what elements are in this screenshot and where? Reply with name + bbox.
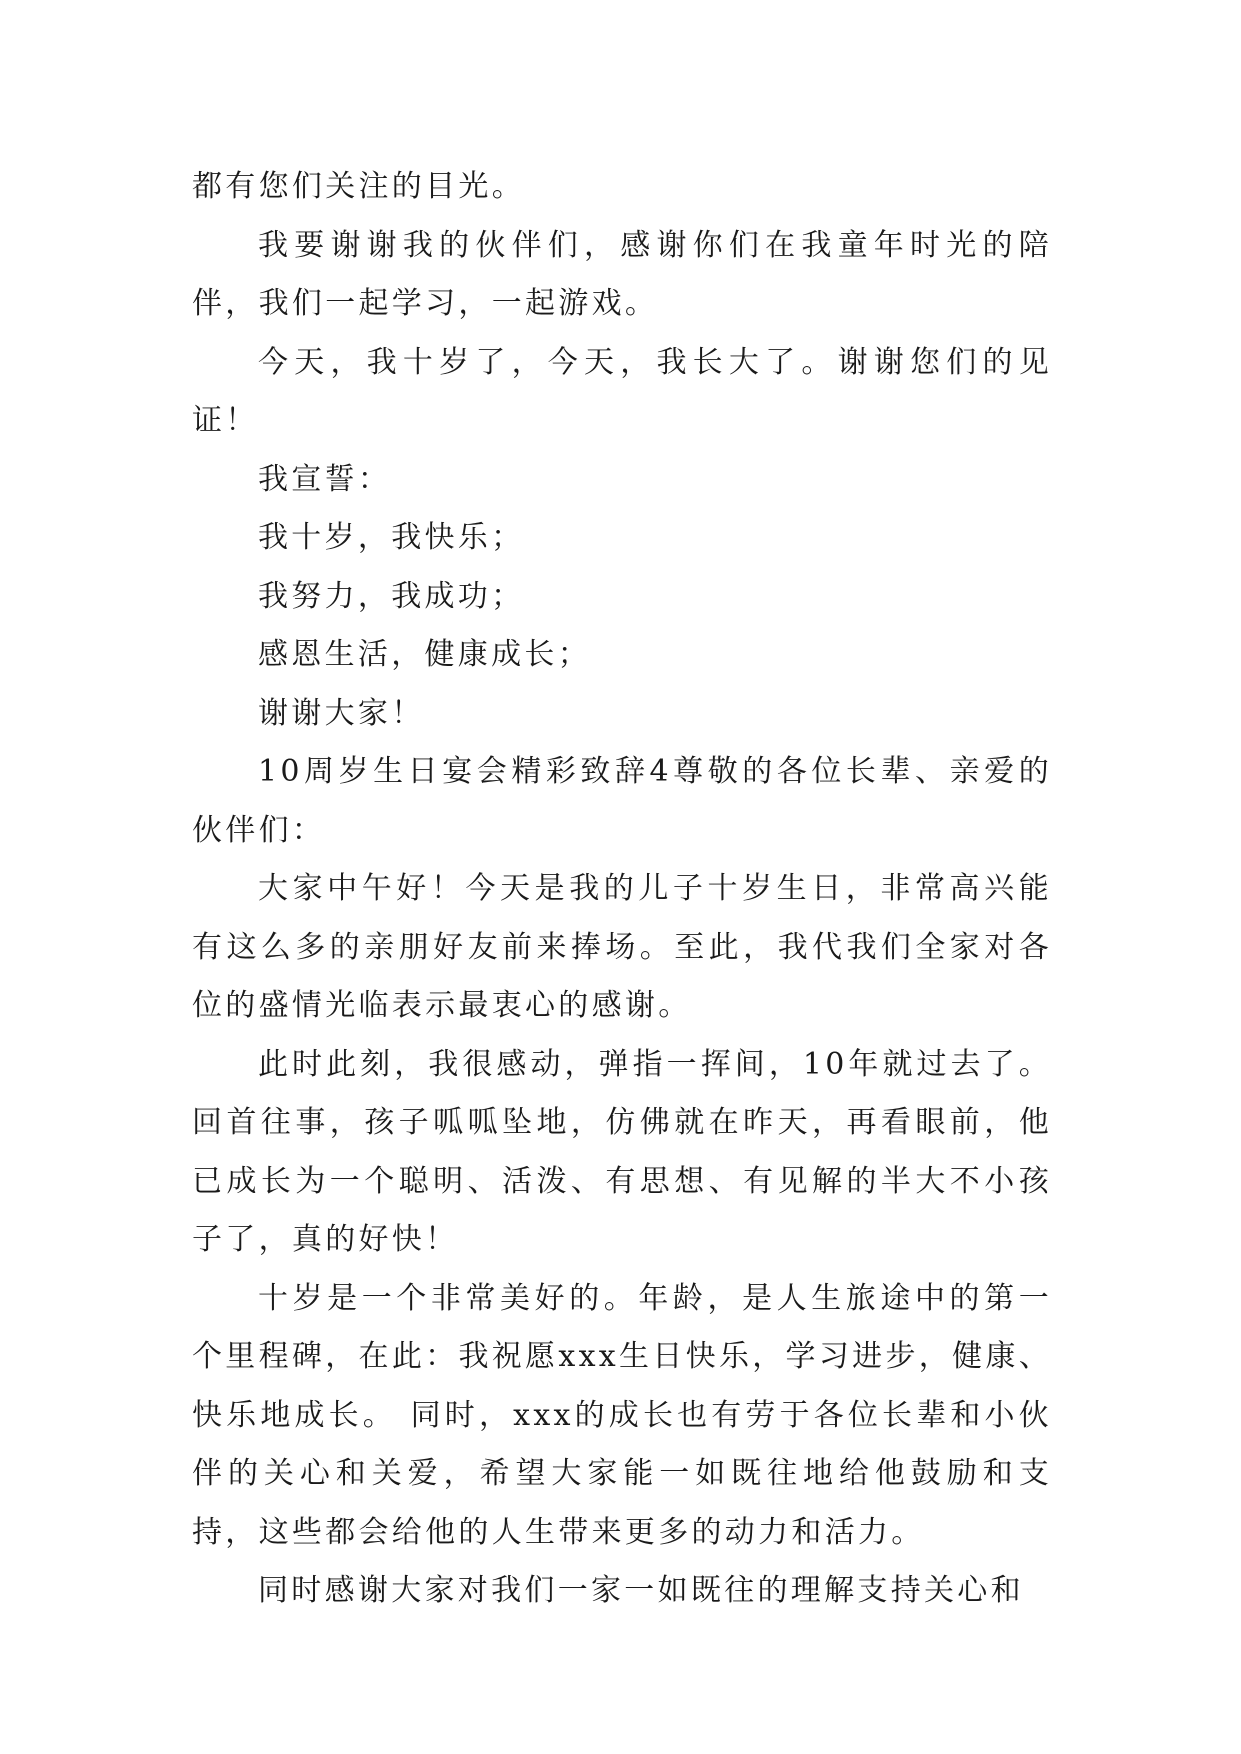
paragraph: 此时此刻，我很感动，弹指一挥间，10年就过去了。回首往事，孩子呱呱坠地，仿佛就在昨天，再看眼前，他已成长为一个聪明、活泼、有思想、有见解的半大不小孩子了，真的好快！ <box>192 1046 1052 1257</box>
paragraph: 都有您们关注的目光。 <box>192 169 525 204</box>
paragraph: 今天，我十岁了，今天，我长大了。谢谢您们的见证！ <box>192 344 1052 438</box>
document-body <box>192 158 1052 1621</box>
paragraph: 同时感谢大家对我们一家一如既往的理解支持关心和 <box>258 1573 1024 1608</box>
paragraph: 感恩生活，健康成长； <box>258 637 591 672</box>
paragraph: 我努力，我成功； <box>258 578 525 614</box>
paragraph: 谢谢大家！ <box>258 695 425 731</box>
paragraph: 十岁是一个非常美好的。年龄，是人生旅途中的第一个里程碑，在此：我祝愿xxx生日快乐，学习进步，健康、快乐地成长。 同时，xxx的成长也有劳于各位长辈和小伙伴的关心和关爱，希望大家能一如既往地给他鼓励和支持，这些都会给他的人生带来更多的动力和活力。 <box>192 1280 1052 1550</box>
paragraph: 大家中午好！今天是我的儿子十岁生日，非常高兴能有这么多的亲朋好友前来捧场。至此，我代我们全家对各位的盛情光临表示最衷心的感谢。 <box>192 871 1052 1023</box>
paragraph: 我十岁，我快乐； <box>258 520 525 555</box>
paragraph: 我宣誓： <box>258 461 392 497</box>
paragraph: 我要谢谢我的伙伴们，感谢你们在我童年时光的陪伴，我们一起学习，一起游戏。 <box>192 227 1052 321</box>
paragraph: 10周岁生日宴会精彩致辞4尊敬的各位长辈、亲爱的伙伴们： <box>192 754 1052 848</box>
